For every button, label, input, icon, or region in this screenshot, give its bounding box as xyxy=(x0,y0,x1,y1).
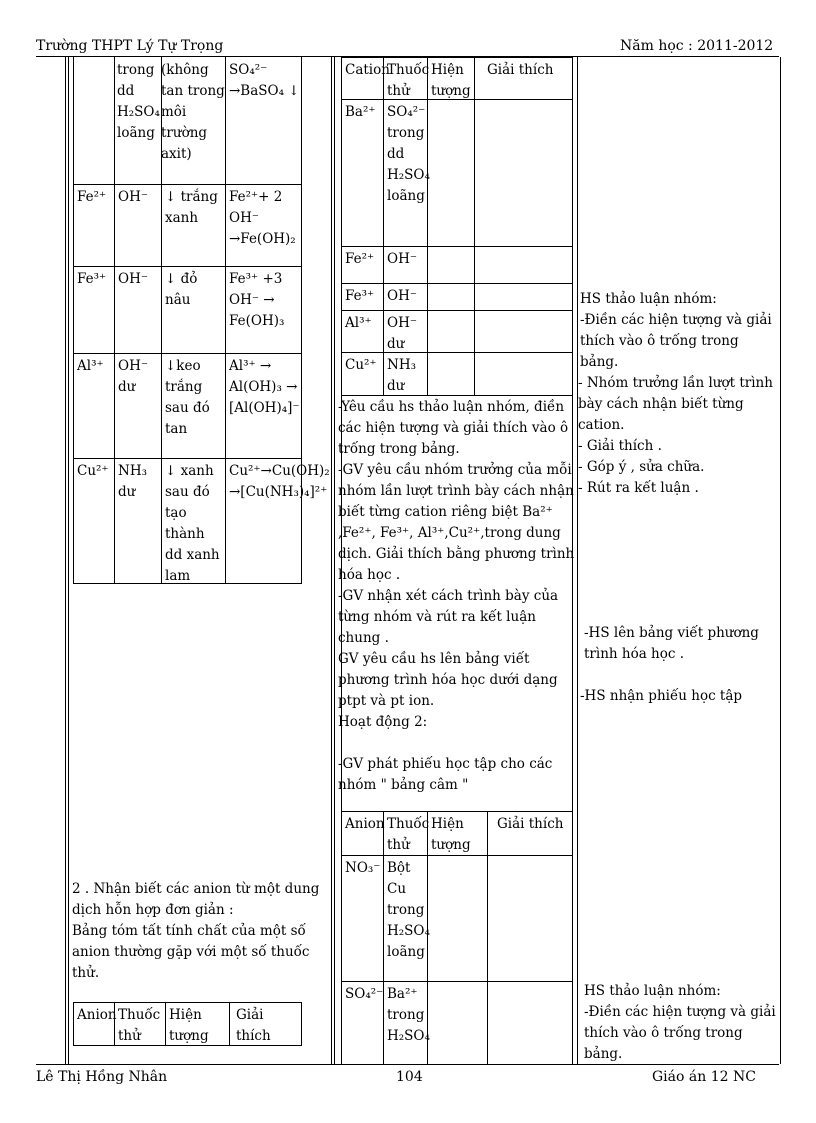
page-number: 104 xyxy=(396,1069,423,1085)
col-header: Anion xyxy=(345,816,385,832)
cell-ion: Fe²⁺ xyxy=(345,251,375,267)
footer-author: Lê Thị Hồng Nhân xyxy=(36,1069,168,1085)
footer-doc: Giáo án 12 NC xyxy=(652,1069,756,1085)
col-rule xyxy=(334,57,335,1064)
cell-equation: Cu²⁺→Cu(OH)₂ →[Cu(NH₃)₄]²⁺ xyxy=(229,463,330,500)
cell-phenomenon: ↓keo trắng sau đó tan xyxy=(165,358,210,437)
cell-reagent: trong dd H₂SO₄ loãng xyxy=(117,62,160,141)
col-header: Thuốc thử xyxy=(387,62,430,99)
col-rule xyxy=(780,57,781,1064)
student-a6: - Rút ra kết luận . xyxy=(578,480,699,496)
cell-reagent: SO₄²⁻ trong dd H₂SO₄ loãng xyxy=(387,104,430,204)
cell-reagent: NH₃ dư xyxy=(118,463,147,500)
col-header: Giải thích xyxy=(236,1007,271,1044)
cell-reagent: OH⁻ dư xyxy=(118,358,148,395)
col-header: Cation xyxy=(345,62,390,78)
cell-ion: SO₄²⁻ xyxy=(345,986,384,1002)
col-rule xyxy=(577,57,578,1064)
cell-ion: Ba²⁺ xyxy=(345,104,376,120)
col-header: Hiện tượng xyxy=(431,816,471,853)
cell-reagent: OH⁻ xyxy=(387,251,417,267)
teacher-p4: GV yêu cầu hs lên bảng viết phương trình hóa học dưới dạng ptpt và pt ion. xyxy=(338,651,558,709)
cell-ion: Fe³⁺ xyxy=(77,271,107,287)
student-a2: -Điền các hiện tượng và giải thích vào ô trống trong bảng. xyxy=(580,312,772,370)
cell-ion: Fe²⁺ xyxy=(77,189,107,205)
cell-phenomenon: (không tan trong môi trường axit) xyxy=(161,62,225,162)
student-c1: -HS nhận phiếu học tập xyxy=(580,688,743,704)
student-a4: - Giải thích . xyxy=(578,438,662,454)
col-header: Thuốc thử xyxy=(118,1007,161,1044)
teacher-p6: -GV phát phiếu học tập cho các nhóm " bảng câm " xyxy=(338,756,553,793)
school-name: Trường THPT Lý Tự Trọng xyxy=(36,38,224,54)
cell-reagent: Bột Cu trong H₂SO₄ loãng xyxy=(387,860,430,960)
teacher-p5: Hoạt động 2: xyxy=(338,714,428,730)
teacher-p2: -GV yêu cầu nhóm trưởng của mỗi nhóm lần lượt trình bày cách nhận biết từng cation riêng biệt Ba²⁺ ,Fe²⁺, Fe³⁺, Al³⁺,Cu²⁺,trong dung dịch. Giải thích bằng phương trình hóa học . xyxy=(338,462,575,583)
cell-equation: SO₄²⁻ →BaSO₄ ↓ xyxy=(229,62,300,99)
student-a3: - Nhóm trưởng lần lượt trình bày cách nhận biết từng cation. xyxy=(578,375,773,433)
cell-ion: Al³⁺ xyxy=(345,315,372,331)
cell-reagent: OH⁻ xyxy=(118,189,148,205)
cell-ion: NO₃⁻ xyxy=(345,860,381,876)
cell-ion: Cu²⁺ xyxy=(345,357,377,373)
cell-equation: Fe²⁺+ 2 OH⁻ →Fe(OH)₂ xyxy=(229,189,296,247)
cell-phenomenon: ↓ đỏ nâu xyxy=(165,271,198,308)
student-a1: HS thảo luận nhóm: xyxy=(580,291,717,307)
col-header: Hiện tượng xyxy=(169,1007,209,1044)
teacher-p1: -Yêu cầu hs thảo luận nhóm, điền các hiện tượng và giải thích vào ô trống trong bảng. xyxy=(338,399,569,457)
student-d2: -Điền các hiện tượng và giải thích vào ô trống trong bảng. xyxy=(584,1004,776,1062)
student-b1: -HS lên bảng viết phương trình hóa học . xyxy=(584,625,759,662)
school-year: Năm học : 2011-2012 xyxy=(620,38,774,54)
footer-rule xyxy=(36,1064,779,1065)
cell-phenomenon: ↓ trắng xanh xyxy=(165,189,218,226)
cell-reagent: Ba²⁺ trong H₂SO₄ xyxy=(387,986,430,1044)
col-header: Giải thích xyxy=(497,816,564,832)
cell-ion: Cu²⁺ xyxy=(77,463,109,479)
cell-reagent: NH₃ dư xyxy=(387,357,416,394)
col-header: Thuốc thử xyxy=(387,816,430,853)
student-a5: - Góp ý , sửa chữa. xyxy=(578,459,705,475)
cell-ion: Fe³⁺ xyxy=(345,288,375,304)
cell-phenomenon: ↓ xanh sau đó tạo thành dd xanh lam xyxy=(165,463,220,584)
section2-body: Bảng tóm tất tính chất của một số anion thường gặp với một số thuốc thử. xyxy=(72,923,310,981)
student-d1: HS thảo luận nhóm: xyxy=(584,983,721,999)
cell-equation: Al³⁺ → Al(OH)₃ → [Al(OH)₄]⁻ xyxy=(229,358,300,416)
col-rule xyxy=(331,57,332,1064)
col-rule xyxy=(68,57,69,1064)
col-header: Giải thích xyxy=(487,62,554,78)
cell-reagent: OH⁻ xyxy=(118,271,148,287)
teacher-p3: -GV nhận xét cách trình bày của từng nhóm và rút ra kết luận chung . xyxy=(338,588,559,646)
cell-reagent: OH⁻ dư xyxy=(387,315,417,352)
cell-reagent: OH⁻ xyxy=(387,288,417,304)
col-header: Anion xyxy=(77,1007,117,1023)
col-rule xyxy=(65,57,66,1064)
cell-ion: Al³⁺ xyxy=(77,358,104,374)
section2-title: 2 . Nhận biết các anion từ một dung dịch hỗn hợp đơn giản : xyxy=(72,881,320,918)
cell-equation: Fe³⁺ +3 OH⁻ → Fe(OH)₃ xyxy=(229,271,285,329)
col-header: Hiện tượng xyxy=(431,62,471,99)
